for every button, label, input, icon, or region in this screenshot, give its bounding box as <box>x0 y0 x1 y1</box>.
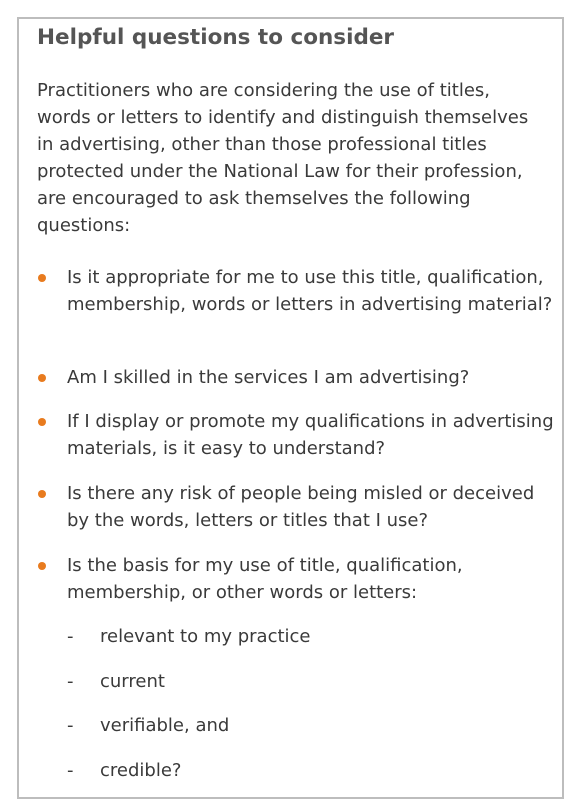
dash-marker: - <box>67 760 74 781</box>
sub-list-item <box>67 712 229 739</box>
list-item-text: Is the basis for my use of title, qualification, membership, or other words or letters: <box>67 555 463 603</box>
sub-list-item-text: credible? <box>100 760 182 781</box>
sub-list-item <box>67 668 165 695</box>
bullet-dot-icon <box>38 562 46 570</box>
list-item-text: If I display or promote my qualifications in advertising materials, is it easy to understand? <box>67 411 554 459</box>
list-item-text: Is it appropriate for me to use this title, qualification, membership, words or letters in advertising material? <box>67 267 553 315</box>
sub-list-item-text: current <box>100 671 165 692</box>
list-item <box>37 364 562 391</box>
panel-title: Helpful questions to consider <box>37 25 395 50</box>
list-item <box>37 408 562 462</box>
bullet-dot-icon <box>38 490 46 498</box>
sub-list-item <box>67 623 311 650</box>
list-item <box>37 552 562 606</box>
helpful-questions-panel <box>17 17 564 799</box>
dash-marker: - <box>67 626 74 647</box>
list-item-text: Is there any risk of people being misled or deceived by the words, letters or titles that I use? <box>67 483 535 531</box>
sub-list-item-text: verifiable, and <box>100 715 230 736</box>
list-item <box>37 264 562 318</box>
dash-marker: - <box>67 715 74 736</box>
list-item <box>37 480 562 534</box>
intro-paragraph: Practitioners who are considering the use of titles, words or letters to identify and distinguish themselves in advertising, other than those professional titles protected under the National Law for their profession, are encouraged to ask themselves the following questions: <box>37 80 529 236</box>
dash-marker: - <box>67 671 74 692</box>
bullet-dot-icon <box>38 418 46 426</box>
bullet-dot-icon <box>38 374 46 382</box>
sub-list-item <box>67 757 181 784</box>
list-item-text: Am I skilled in the services I am advertising? <box>67 367 470 388</box>
bullet-dot-icon <box>38 274 46 282</box>
sub-list-item-text: relevant to my practice <box>100 626 311 647</box>
